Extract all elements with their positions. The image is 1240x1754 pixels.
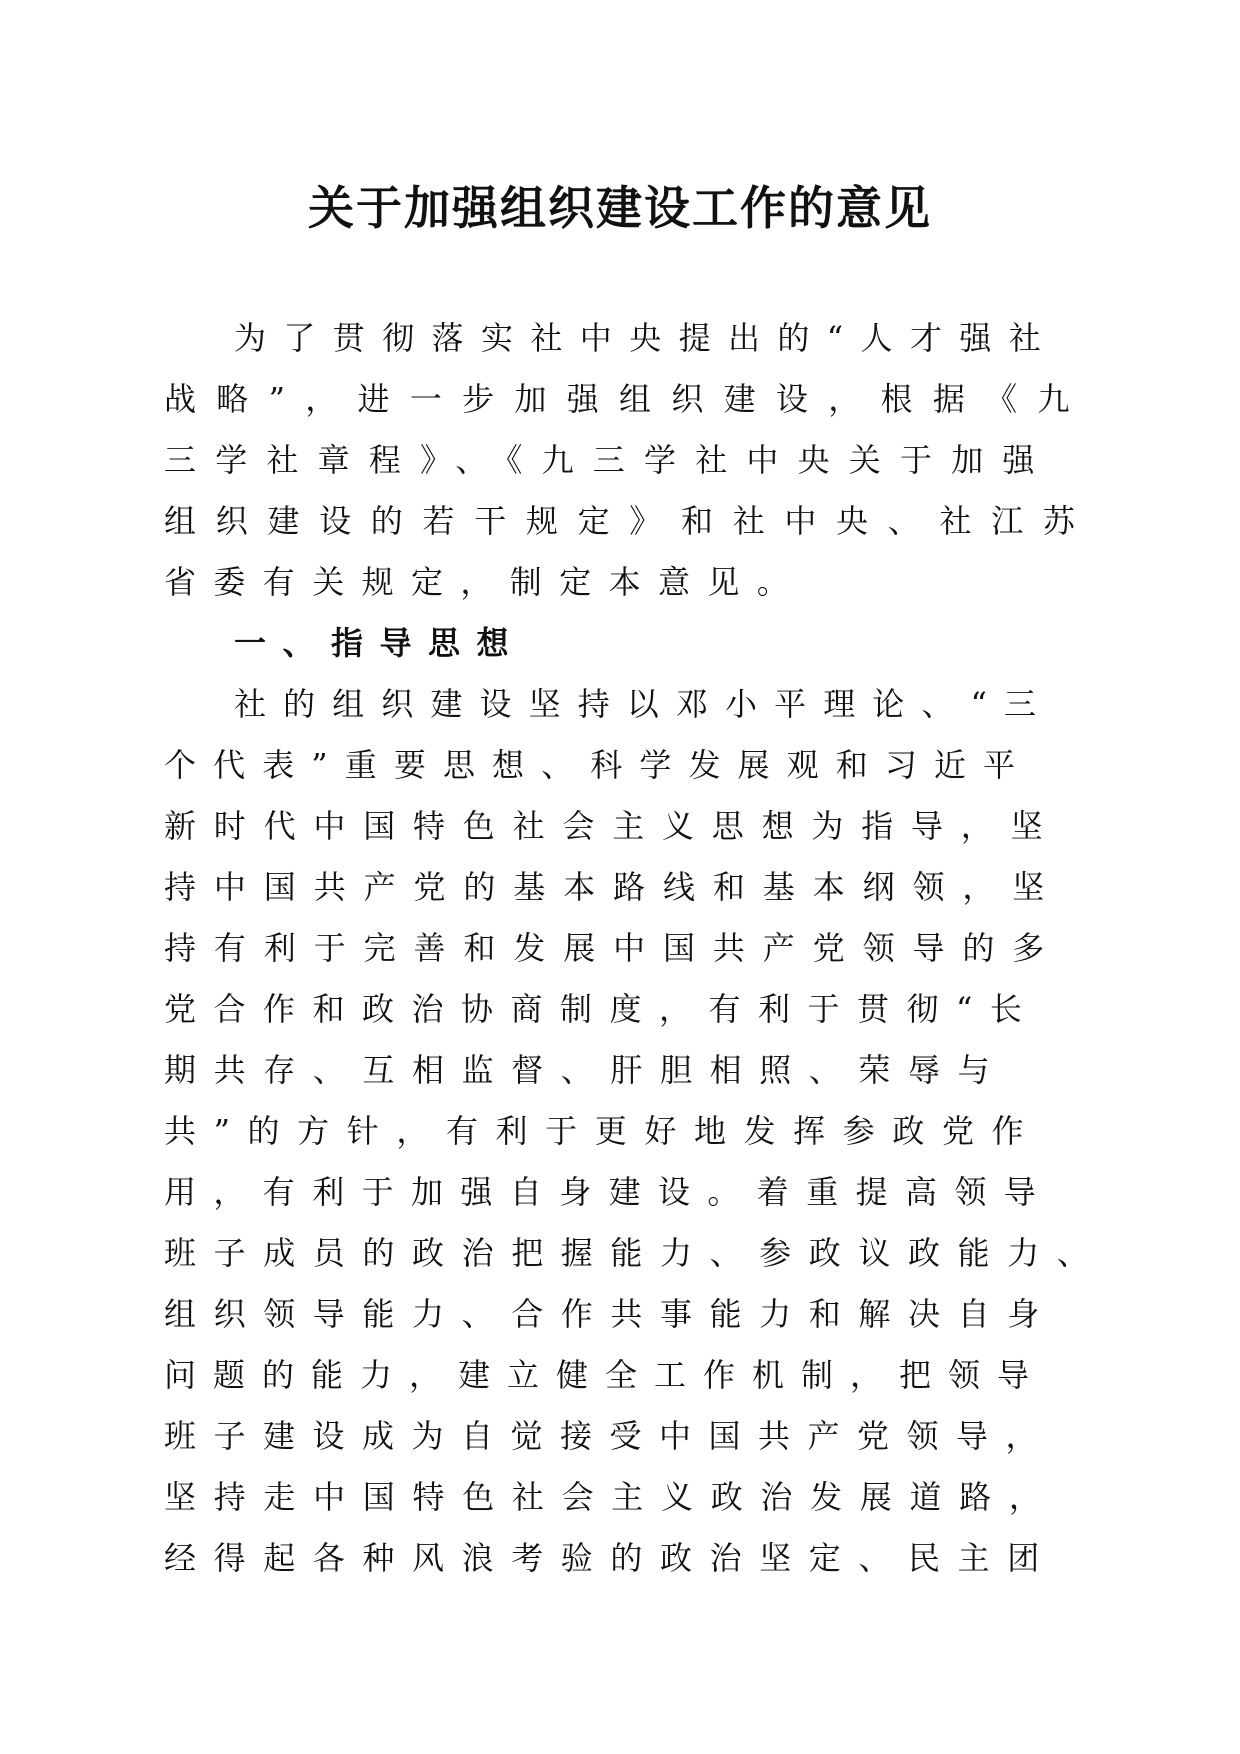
paragraph-line: 组织建设的若干规定》和社中央、社江苏: [164, 502, 1095, 540]
paragraph-line: 三学社章程》、《九三学社中央关于加强: [164, 441, 1054, 479]
paragraph-line: 省委有关规定，制定本意见。: [164, 563, 807, 601]
paragraph-line: 持有利于完善和发展中国共产党领导的多: [164, 929, 1063, 967]
paragraph-line: 个代表”重要思想、科学发展观和习近平: [164, 746, 1033, 784]
paragraph-line: 社的组织建设坚持以邓小平理论、“三: [234, 685, 1054, 723]
paragraph-line: 班子成员的政治把握能力、参政议政能力、: [164, 1234, 1107, 1272]
paragraph-line: 战略”，进一步加强组织建设，根据《九: [164, 380, 1090, 418]
paragraph-line: 问题的能力，建立健全工作机制，把领导: [164, 1356, 1047, 1394]
paragraph-line: 为了贯彻落实社中央提出的“人才强社: [234, 319, 1059, 357]
paragraph-line: 坚持走中国特色社会主义政治发展道路，: [164, 1478, 1059, 1516]
document-body: [164, 308, 1107, 1589]
document-title: 关于加强组织建设工作的意见: [308, 181, 932, 235]
paragraph-line: 经得起各种风浪考验的政治坚定、民主团: [164, 1539, 1057, 1577]
paragraph-line: 新时代中国特色社会主义思想为指导，坚: [164, 807, 1061, 845]
paragraph-line: 组织领导能力、合作共事能力和解决自身: [164, 1295, 1057, 1333]
paragraph-line: 班子建设成为自觉接受中国共产党领导，: [164, 1417, 1056, 1455]
paragraph-line: 共”的方针，有利于更好地发挥参政党作: [164, 1112, 1042, 1150]
paragraph-line: 党合作和政治协商制度，有利于贯彻“长: [164, 990, 1040, 1028]
section-heading: 一、指导思想: [234, 624, 526, 662]
paragraph-line: 期共存、互相监督、肝胆相照、荣辱与: [164, 1051, 1008, 1089]
paragraph-line: 用，有利于加强自身建设。着重提高领导: [164, 1173, 1054, 1211]
paragraph-line: 持中国共产党的基本路线和基本纲领，坚: [164, 868, 1063, 906]
